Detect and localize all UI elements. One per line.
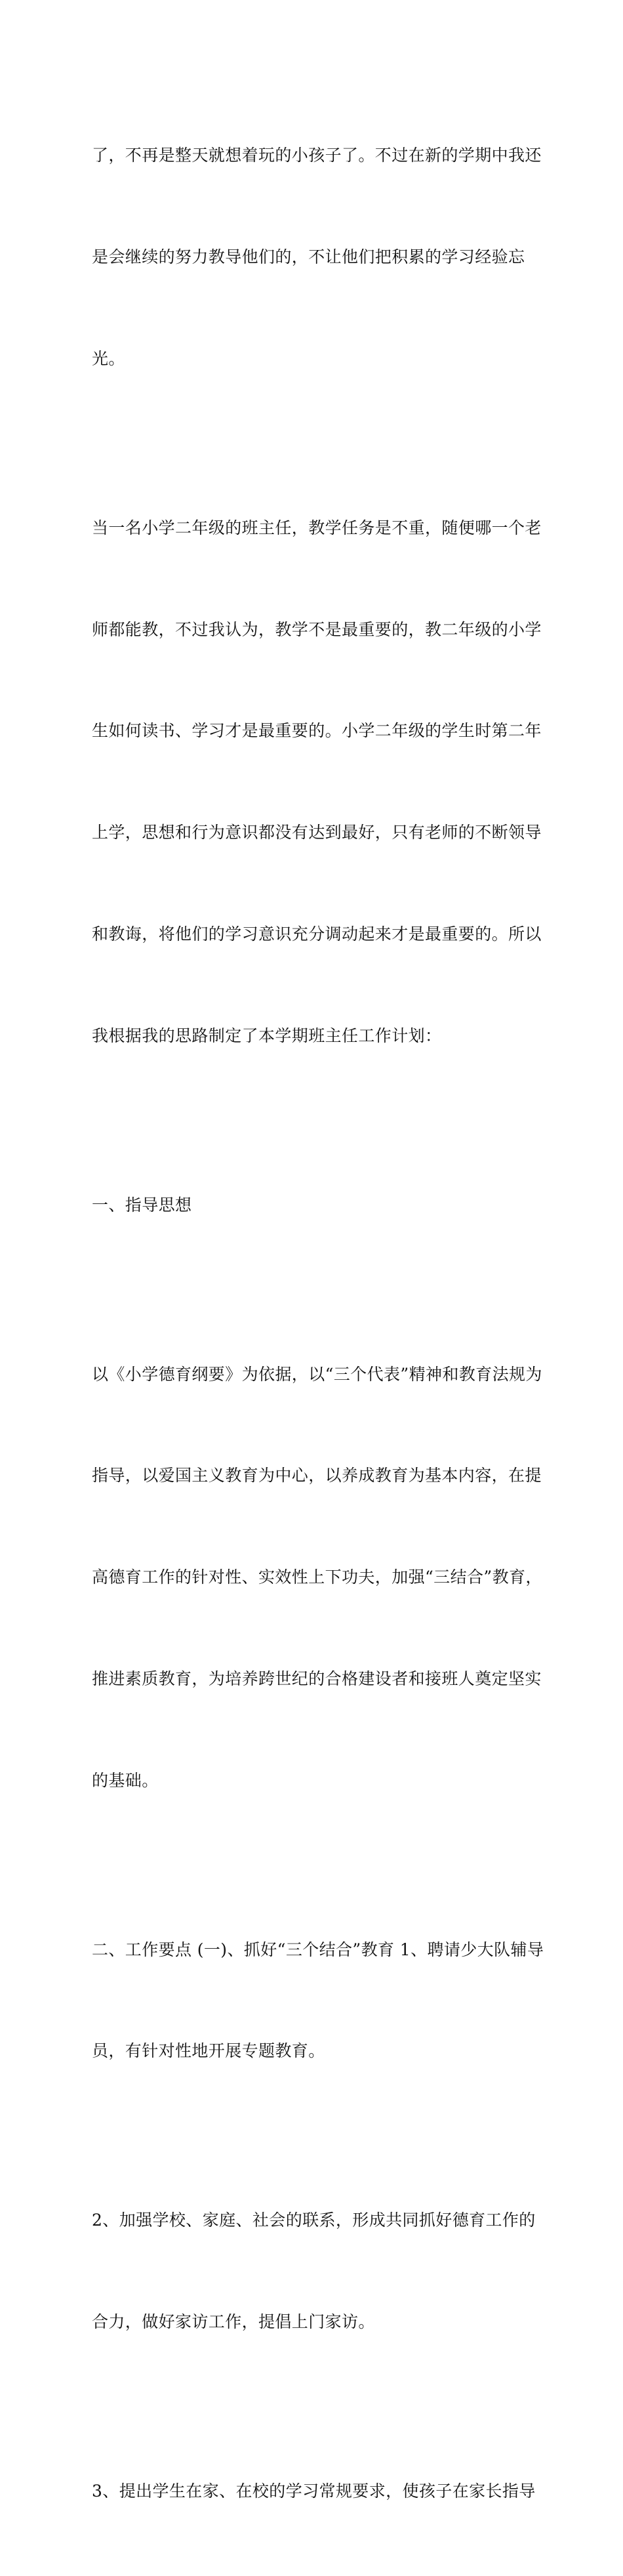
paragraph-4 (92, 1289, 542, 1865)
section-heading-guiding-thought (92, 1120, 538, 1289)
text-line: 3、提出学生在家、在校的学习常规要求，使孩子在家长指导 (92, 2482, 536, 2501)
paragraph-6 (92, 2136, 538, 2407)
text-line: 二、工作要点 (一)、抓好“三个结合”教育 1、聘请少大队辅导 (92, 1940, 544, 1959)
text-line: 和教诲，将他们的学习意识充分调动起来才是最重要的。所以 (92, 924, 542, 944)
text-line: 指导，以爱国主义教育为中心，以养成教育为基本内容，在提 (92, 1466, 542, 1485)
text-line: 我根据我的思路制定了本学期班主任工作计划： (92, 1026, 442, 1045)
paragraph-7 (92, 2407, 538, 2576)
paragraph-5 (92, 1865, 544, 2136)
text-line: 的基础。 (92, 1770, 159, 1790)
document-body (92, 71, 544, 2576)
text-line: 2、加强学校、家庭、社会的联系，形成共同抓好德育工作的 (92, 2211, 536, 2230)
text-line: 上学，思想和行为意识都没有达到最好，只有老师的不断领导 (92, 823, 542, 842)
text-line: 生如何读书、学习才是最重要的。小学二年级的学生时第二年 (92, 721, 542, 741)
heading-line: 一、指导思想 (92, 1195, 192, 1215)
text-line: 了，不再是整天就想着玩的小孩子了。不过在新的学期中我还 (92, 146, 542, 165)
text-line: 员，有针对性地开展专题教育。 (92, 2041, 325, 2061)
text-line: 是会继续的努力教导他们的，不让他们把积累的学习经验忘 (92, 247, 525, 266)
text-line: 当一名小学二年级的班主任，教学任务是不重，随便哪一个老 (92, 518, 542, 537)
text-line: 推进素质教育，为培养跨世纪的合格建设者和接班人奠定坚实 (92, 1669, 542, 1688)
text-line: 师都能教，不过我认为，教学不是最重要的，教二年级的小学 (92, 619, 542, 639)
paragraph-1 (92, 71, 542, 444)
text-line: 合力，做好家访工作，提倡上门家访。 (92, 2312, 375, 2332)
text-line: 以《小学德育纲要》为依据，以“三个代表”精神和教育法规为 (92, 1364, 542, 1384)
text-line: 高德育工作的针对性、实效性上下功夫，加强“三结合”教育， (92, 1568, 542, 1587)
text-line: 光。 (92, 348, 125, 368)
paragraph-2 (92, 444, 542, 1121)
